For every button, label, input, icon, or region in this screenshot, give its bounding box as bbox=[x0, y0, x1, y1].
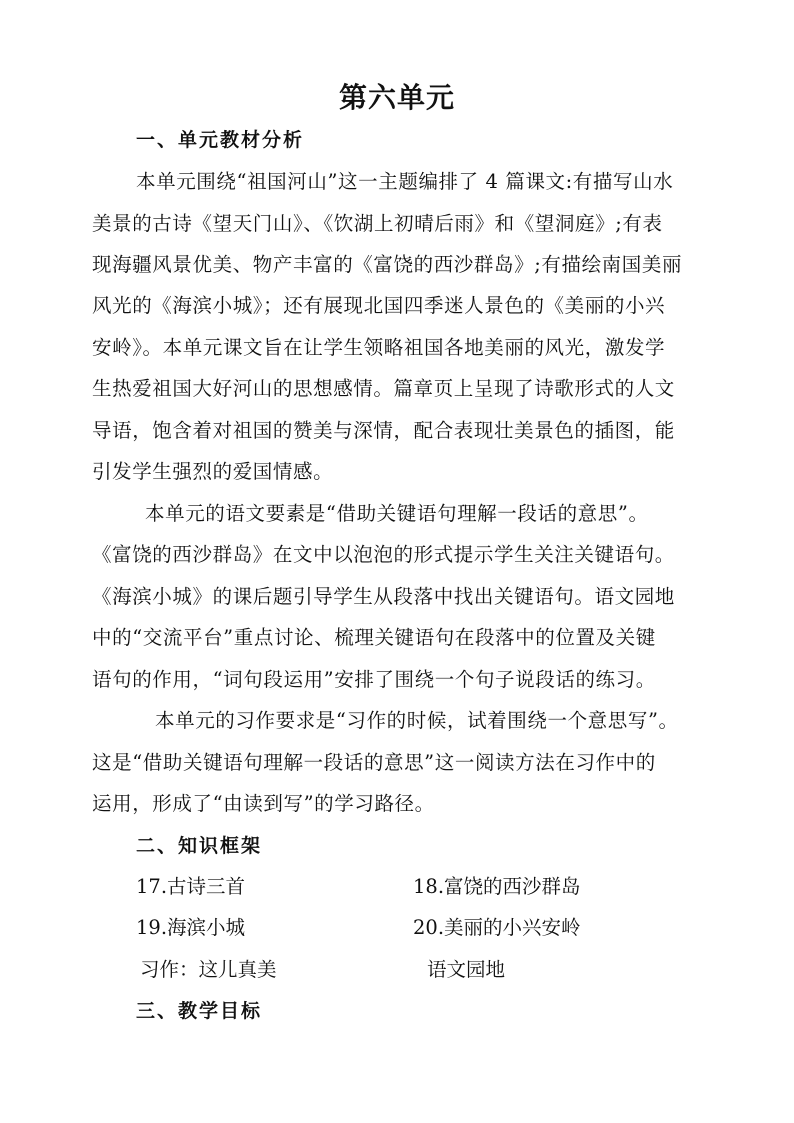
paragraph-line: 运用，形成了“由读到写”的学习路径。 bbox=[92, 792, 435, 815]
paragraph-line: 《海滨小城》的课后题引导学生从段落中找出关键语句。语文园地 bbox=[92, 585, 675, 608]
paragraph-line: 生热爱祖国大好河山的思想感情。篇章页上呈现了诗歌形式的人文 bbox=[92, 377, 675, 400]
paragraph-line: 现海疆风景优美、物产丰富的《富饶的西沙群岛》;有描绘南国美丽 bbox=[92, 253, 683, 276]
section-heading-unit-analysis: 一、单元教材分析 bbox=[136, 129, 305, 151]
paragraph-line: 这是“借助关键语句理解一段话的意思”这一阅读方法在习作中的 bbox=[92, 751, 656, 774]
paragraph-line: 引发学生强烈的爱国情感。 bbox=[92, 460, 334, 483]
framework-item: 19.海滨小城 bbox=[136, 916, 246, 939]
framework-item: 语文园地 bbox=[427, 958, 506, 981]
section-heading-knowledge-framework: 二、知识框架 bbox=[136, 835, 263, 857]
paragraph-line: 安岭》。本单元课文旨在让学生领略祖国各地美丽的风光，激发学 bbox=[92, 336, 666, 359]
paragraph-line: 本单元的习作要求是“习作的时候，试着围绕一个意思写”。 bbox=[155, 709, 679, 732]
paragraph-line: 《富饶的西沙群岛》在文中以泡泡的形式提示学生关注关键语句。 bbox=[92, 543, 675, 566]
page-title: 第六单元 bbox=[338, 81, 455, 114]
paragraph-line: 风光的《海滨小城》；还有展现北国四季迷人景色的《美丽的小兴 bbox=[92, 294, 666, 317]
paragraph-line: 导语，饱含着对祖国的赞美与深情，配合表现壮美景色的插图，能 bbox=[92, 419, 675, 442]
framework-item: 20.美丽的小兴安岭 bbox=[413, 916, 581, 939]
framework-item: 习作：这儿真美 bbox=[140, 958, 277, 981]
framework-item: 18.富饶的西沙群岛 bbox=[413, 875, 581, 898]
paragraph-line: 中的“交流平台”重点讨论、梳理关键语句在段落中的位置及关键 bbox=[92, 626, 656, 649]
paragraph-line: 语句的作用，“词句段运用”安排了围绕一个句子说段话的练习。 bbox=[92, 668, 656, 691]
paragraph-line: 本单元围绕“祖国河山”这一主题编排了 4 篇课文:有描写山水 bbox=[136, 170, 674, 193]
paragraph-line: 美景的古诗《望天门山》、《饮湖上初晴后雨》和《望洞庭》;有表 bbox=[92, 212, 663, 235]
paragraph-line: 本单元的语文要素是“借助关键语句理解一段话的意思”。 bbox=[145, 502, 649, 525]
framework-item: 17.古诗三首 bbox=[136, 875, 246, 898]
section-heading-teaching-goals: 三、教学目标 bbox=[136, 1000, 263, 1022]
